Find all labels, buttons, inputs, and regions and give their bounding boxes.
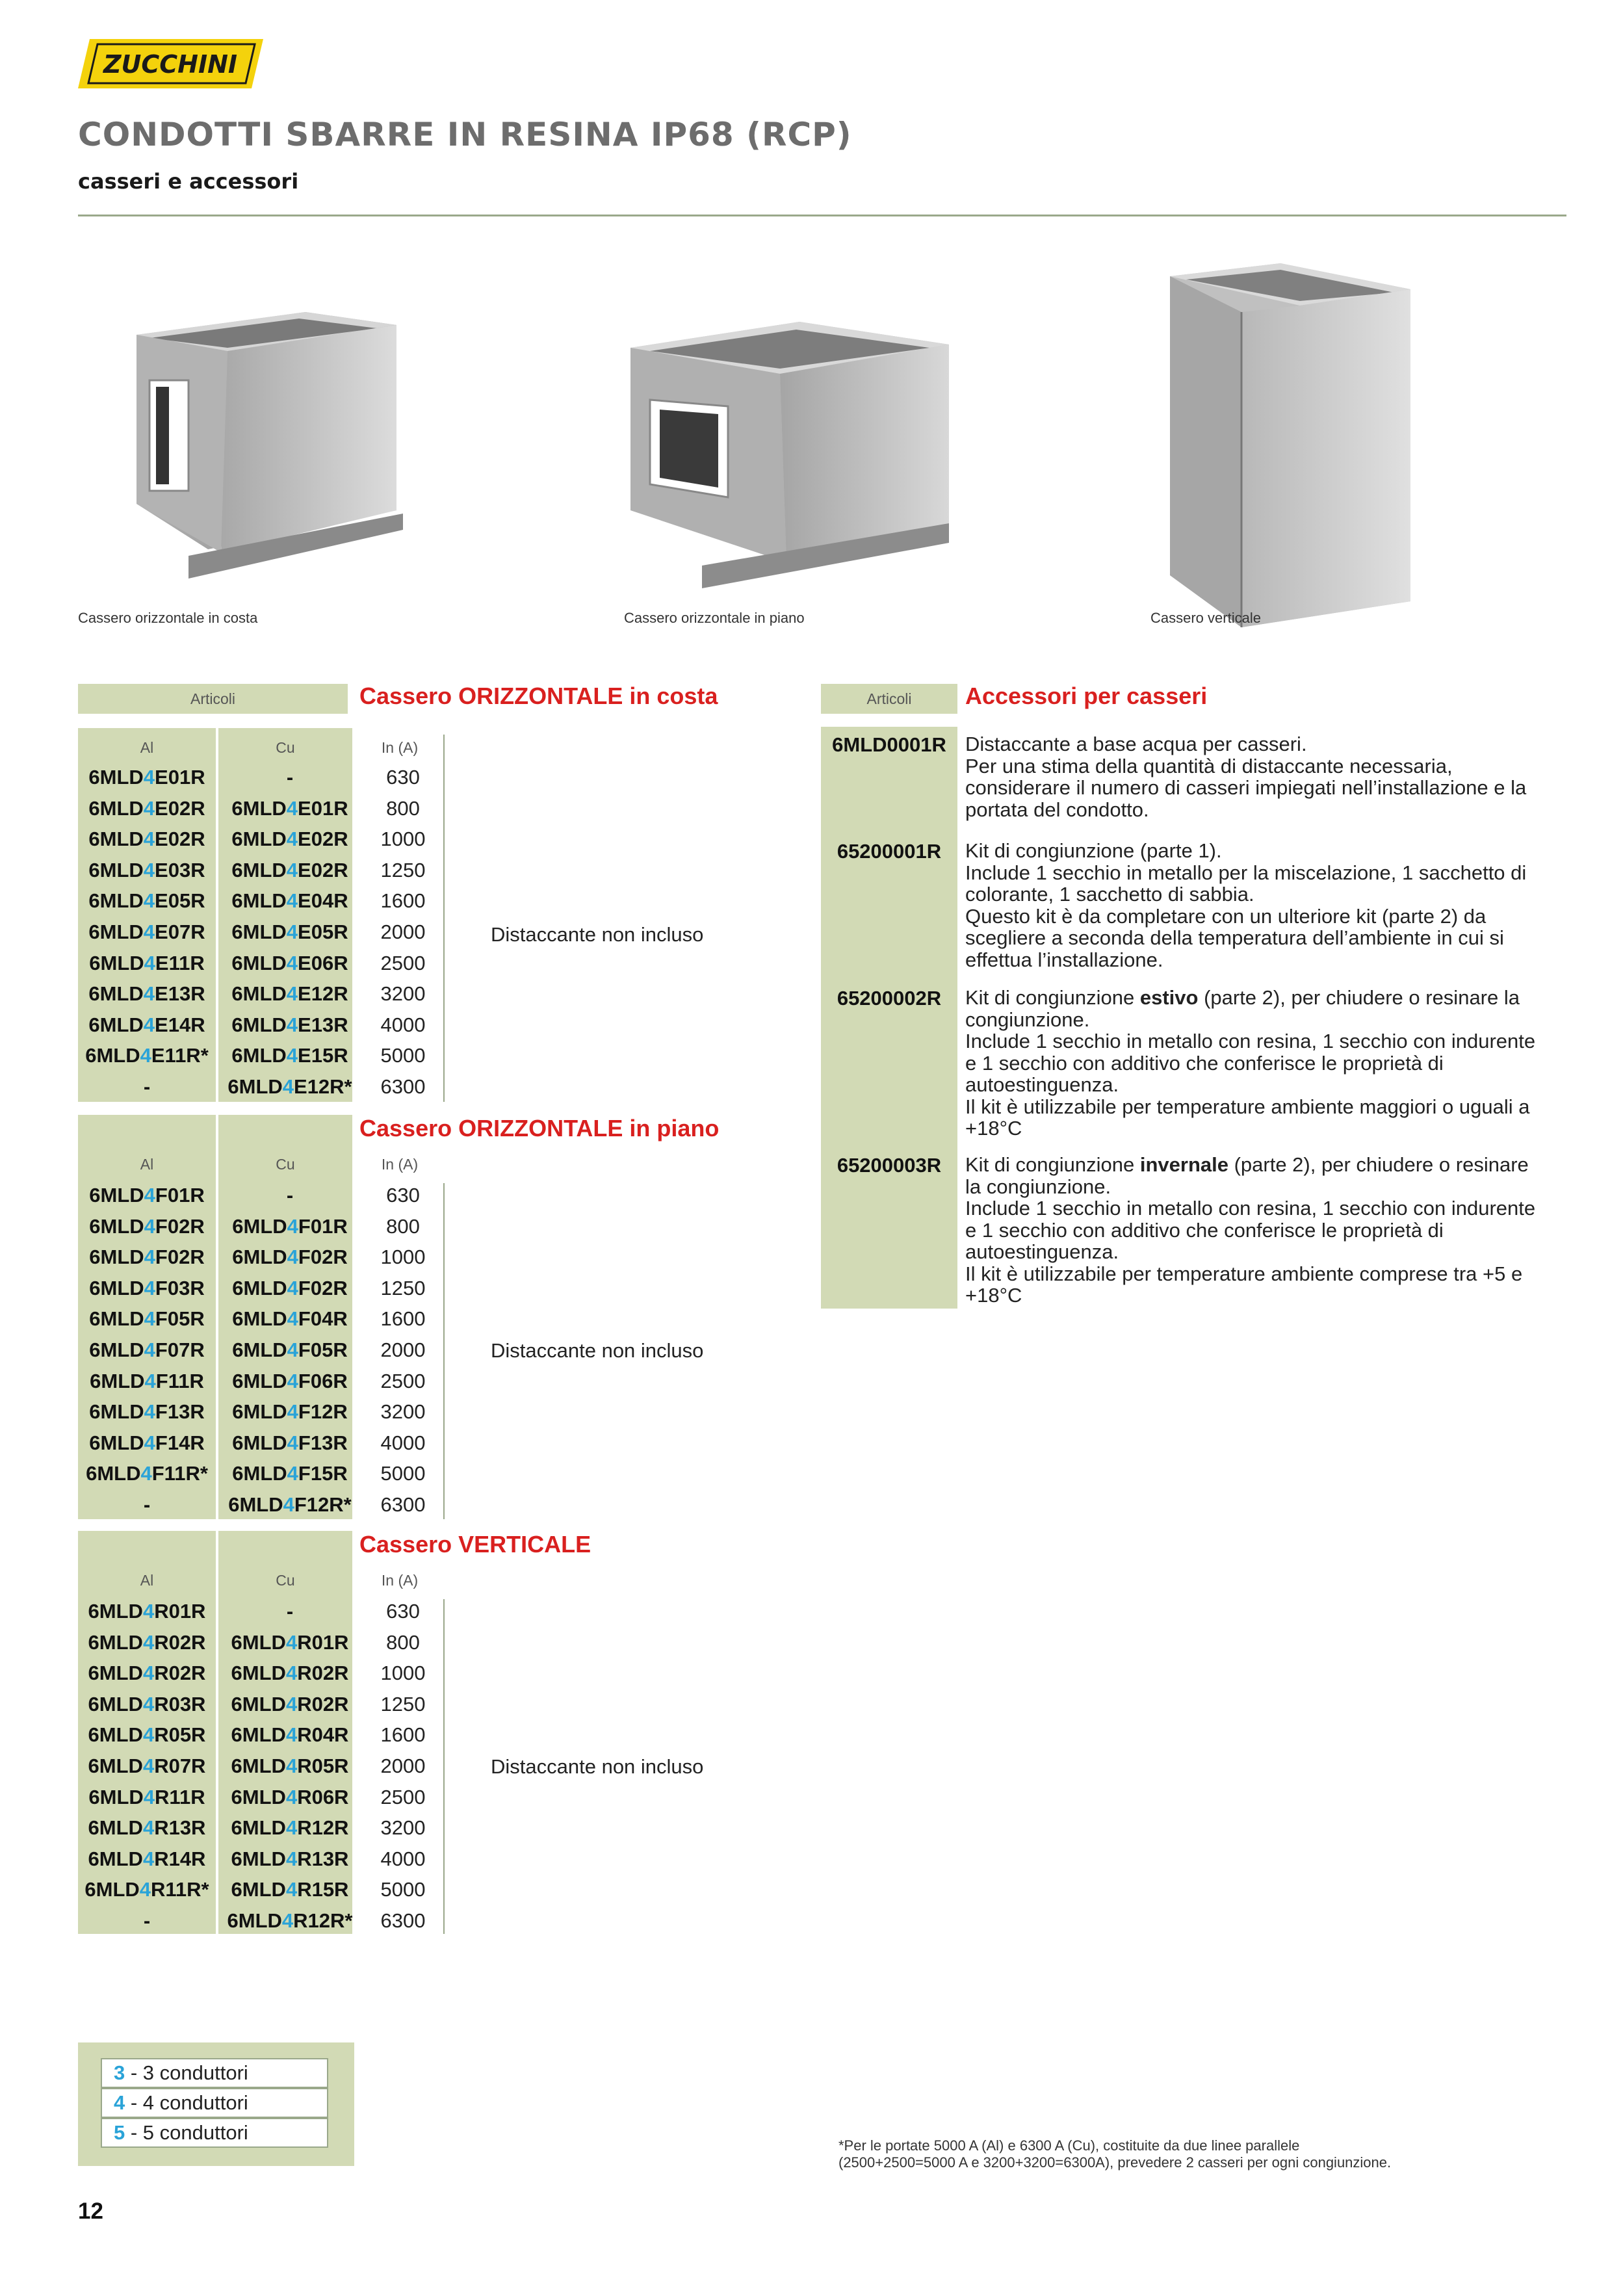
code-al-text: 6MLD4R13R: [88, 1816, 206, 1840]
code-cu-text: 6MLD4E15R: [231, 1044, 348, 1067]
col-header-al: Al: [140, 1156, 154, 1173]
accessory-description: Kit di congiunzione invernale (parte 2), per chiudere o resinare la congiunzione. Include 1 secchio in metallo con resina, 1 secchio con indurente e 1 secchio con additivo che conferisce le proprietà di autoestinguenza. Il kit è utilizzabile per temperature ambiente comprese tra +5 e +18°C: [965, 1153, 1536, 1307]
code-cu: [218, 1010, 361, 1041]
code-al-text: 6MLD4E07R: [88, 920, 205, 943]
table-row: [78, 1782, 442, 1813]
legend-row-4: 4 - 4 conduttori: [101, 2088, 328, 2118]
code-al: [78, 1596, 216, 1627]
code-cu-text: 6MLD4F02R: [232, 1246, 348, 1269]
code-al: [78, 1211, 216, 1242]
code-al: [78, 1396, 216, 1428]
code-cu-text: 6MLD4E12R*: [227, 1075, 352, 1098]
svg-text:ZUCCHINI: ZUCCHINI: [103, 50, 238, 79]
col-header-cu: Cu: [276, 739, 295, 756]
code-cu: [218, 1874, 361, 1905]
code-cu: [218, 1071, 361, 1102]
code-al-text: 6MLD4E01R: [88, 766, 205, 789]
code-cu-text: 6MLD4F06R: [232, 1369, 348, 1392]
table-title-piano: Cassero ORIZZONTALE in piano: [359, 1115, 720, 1141]
table-row: [78, 855, 442, 886]
rated-current: 3200: [380, 1400, 426, 1424]
code-al: [78, 1782, 216, 1813]
code-al-text: 6MLD4R14R: [88, 1847, 206, 1870]
caption-piano: Cassero orizzontale in piano: [624, 610, 805, 626]
code-al: [78, 1303, 216, 1335]
code-cu: [218, 1242, 361, 1273]
code-cu: [218, 1366, 361, 1397]
code-cu: [218, 1211, 361, 1242]
table-row: [78, 917, 442, 948]
code-al: [78, 917, 216, 948]
code-al: [78, 762, 216, 793]
rated-current: 630: [386, 1184, 420, 1207]
rated-current: 800: [386, 1630, 420, 1654]
table-title-verticale: Cassero VERTICALE: [359, 1531, 591, 1558]
accessory-code: 65200002R: [837, 987, 942, 1010]
rated-current: 800: [386, 796, 420, 820]
code-al: [78, 1071, 216, 1102]
code-al-text: 6MLD4F07R: [89, 1338, 205, 1361]
page-title: CONDOTTI SBARRE IN RESINA IP68 (RCP): [78, 116, 852, 153]
rated-current: 1250: [380, 1276, 426, 1299]
table-row: [78, 1040, 442, 1071]
code-cu: [218, 1428, 361, 1459]
footnote: *Per le portate 5000 A (Al) e 6300 A (Cu), costituite da due linee parallele (2500+2500=5000 A e 3200+3200=6300A), prevedere 2 casseri per ogni congiunzione.: [838, 2137, 1392, 2171]
rated-current: 1000: [380, 828, 426, 851]
code-al: [78, 1489, 216, 1520]
code-al-text: 6MLD4E02R: [88, 796, 205, 820]
table-row: [78, 762, 442, 793]
code-al-text: -: [143, 1075, 151, 1098]
accessory-code: 6MLD0001R: [832, 733, 946, 756]
code-al: [78, 1366, 216, 1397]
table-row: [78, 1428, 442, 1459]
table-row: [78, 1180, 442, 1211]
code-al: [78, 1905, 216, 1937]
code-al-text: 6MLD4E14R: [88, 1013, 205, 1036]
rated-current: 4000: [380, 1013, 426, 1036]
rated-current: 4000: [380, 1847, 426, 1870]
accessory-code: 65200003R: [837, 1154, 942, 1177]
code-cu: [218, 1719, 361, 1751]
page-number: 12: [78, 2198, 103, 2224]
accessori-articoli-header: Articoli: [821, 684, 957, 714]
code-al: [78, 1335, 216, 1366]
table-row: [78, 1874, 442, 1905]
table-row: [78, 1335, 442, 1366]
code-al-text: 6MLD4F11R*: [86, 1462, 208, 1485]
rated-current: 630: [386, 766, 420, 789]
code-cu-text: -: [286, 1184, 294, 1207]
table-row: [78, 1751, 442, 1782]
code-cu-text: 6MLD4F02R: [232, 1276, 348, 1299]
table-row: [78, 1242, 442, 1273]
code-al: [78, 885, 216, 917]
code-al: [78, 1719, 216, 1751]
rated-current: 1250: [380, 1692, 426, 1715]
code-al: [78, 1658, 216, 1689]
table-row: [78, 1303, 442, 1335]
code-cu: [218, 1303, 361, 1335]
code-al-text: 6MLD4F01R: [89, 1184, 205, 1207]
code-cu: [218, 855, 361, 886]
code-cu: [218, 1596, 361, 1627]
accessory-code: 65200001R: [837, 840, 942, 863]
code-cu: [218, 1273, 361, 1304]
code-cu: [218, 793, 361, 824]
code-al: [78, 1428, 216, 1459]
table-row: [78, 948, 442, 979]
code-al-text: 6MLD4R02R: [88, 1662, 206, 1685]
caption-costa: Cassero orizzontale in costa: [78, 610, 258, 626]
col-header-cu: Cu: [276, 1156, 295, 1173]
code-al-text: 6MLD4F02R: [89, 1246, 205, 1269]
code-al-text: 6MLD4R11R*: [84, 1878, 209, 1901]
code-cu-text: 6MLD4R12R*: [227, 1909, 353, 1932]
code-al: [78, 1627, 216, 1658]
code-al-text: 6MLD4R03R: [88, 1692, 206, 1715]
code-al-text: 6MLD4R11R: [88, 1785, 205, 1808]
table-row: [78, 1071, 442, 1102]
code-cu-text: 6MLD4R15R: [231, 1878, 349, 1901]
rated-current: 6300: [380, 1909, 426, 1932]
code-al-text: 6MLD4F14R: [89, 1431, 205, 1454]
code-cu: [218, 1489, 361, 1520]
code-cu-text: 6MLD4E02R: [231, 828, 348, 851]
code-cu: [218, 1812, 361, 1844]
rated-current: 2500: [380, 1785, 426, 1808]
photo-cassero-orizzontale-piano: [624, 296, 962, 595]
rated-current: 3200: [380, 982, 426, 1006]
table-row: [78, 1905, 442, 1937]
code-cu-text: 6MLD4R04R: [231, 1723, 349, 1747]
table-row: [78, 1658, 442, 1689]
code-al: [78, 1242, 216, 1273]
accessory-description: Distaccante a base acqua per casseri. Per una stima della quantità di distaccante necessaria, considerare il numero di casseri impiegati nell’installazione e la portata del condotto.: [965, 733, 1527, 821]
code-al: [78, 793, 216, 824]
code-al-text: 6MLD4F03R: [89, 1276, 205, 1299]
note-costa: Distaccante non incluso: [491, 923, 704, 946]
code-cu-text: 6MLD4E05R: [231, 920, 348, 943]
rated-current: 6300: [380, 1493, 426, 1516]
table-row: [78, 1458, 442, 1489]
code-cu: [218, 1844, 361, 1875]
accessori-code-column-bg: [821, 727, 957, 1309]
code-al-text: 6MLD4E03R: [88, 858, 205, 881]
code-cu-text: 6MLD4E06R: [231, 951, 348, 974]
rated-current: 4000: [380, 1431, 426, 1454]
code-cu-text: -: [286, 766, 294, 789]
code-al: [78, 1689, 216, 1720]
rated-current: 1600: [380, 1307, 426, 1331]
rated-current: 2000: [380, 1755, 426, 1777]
rated-current: 1600: [380, 1723, 426, 1747]
code-al: [78, 1812, 216, 1844]
col-header-in: In (A): [381, 1156, 419, 1173]
code-cu-text: 6MLD4R02R: [231, 1662, 349, 1685]
code-al-text: -: [143, 1493, 151, 1516]
table-row: [78, 978, 442, 1010]
code-cu: [218, 762, 361, 793]
code-al-text: 6MLD4F05R: [89, 1307, 205, 1331]
code-al-text: 6MLD4R07R: [88, 1755, 206, 1777]
code-cu-text: 6MLD4E01R: [231, 796, 348, 820]
rated-current: 2000: [380, 920, 426, 943]
legend-row-5: 5 - 5 conduttori: [101, 2118, 328, 2148]
code-al-text: 6MLD4E11R: [89, 951, 205, 974]
rated-current: 2500: [380, 951, 426, 974]
code-cu: [218, 948, 361, 979]
code-al: [78, 978, 216, 1010]
col-header-al: Al: [140, 1572, 154, 1589]
table-row: [78, 1273, 442, 1304]
code-cu: [218, 1335, 361, 1366]
code-al: [78, 855, 216, 886]
table-row: [78, 1596, 442, 1627]
code-cu-text: 6MLD4E12R: [231, 982, 348, 1006]
code-cu-text: 6MLD4F13R: [232, 1431, 348, 1454]
rated-current: 1000: [380, 1246, 426, 1269]
code-cu-text: 6MLD4F12R*: [228, 1493, 352, 1516]
code-al-text: 6MLD4E02R: [88, 828, 205, 851]
rated-current: 1000: [380, 1662, 426, 1685]
code-cu: [218, 1396, 361, 1428]
code-cu-text: -: [286, 1600, 294, 1623]
code-al: [78, 1010, 216, 1041]
code-cu: [218, 917, 361, 948]
note-piano: Distaccante non incluso: [491, 1339, 704, 1362]
code-cu: [218, 824, 361, 855]
table-row: [78, 1627, 442, 1658]
code-cu: [218, 1751, 361, 1782]
code-al-text: 6MLD4F11R: [90, 1369, 204, 1392]
code-al: [78, 1040, 216, 1071]
code-al: [78, 824, 216, 855]
code-cu: [218, 1458, 361, 1489]
note-verticale: Distaccante non incluso: [491, 1755, 704, 1778]
code-cu-text: 6MLD4E04R: [231, 889, 348, 913]
table-row: [78, 885, 442, 917]
code-al-text: 6MLD4E05R: [88, 889, 205, 913]
photo-cassero-verticale: [1150, 263, 1430, 653]
rated-current: 1250: [380, 858, 426, 881]
accessory-description: Kit di congiunzione estivo (parte 2), per chiudere o resinare la congiunzione. Include 1 secchio in metallo con resina, 1 secchio con indurente e 1 secchio con additivo che conferisce le proprietà di autoestinguenza. Il kit è utilizzabile per temperature ambiente maggiori o uguali a +18°C: [965, 986, 1536, 1140]
header-divider: [78, 215, 1566, 216]
code-al-text: 6MLD4R02R: [88, 1630, 206, 1654]
code-al-text: 6MLD4R01R: [88, 1600, 206, 1623]
rated-current: 5000: [380, 1044, 426, 1067]
code-cu-text: 6MLD4R06R: [231, 1785, 349, 1808]
code-al-text: -: [143, 1909, 151, 1932]
code-cu-text: 6MLD4R13R: [231, 1847, 349, 1870]
code-al-text: 6MLD4E13R: [88, 982, 205, 1006]
code-cu-text: 6MLD4R02R: [231, 1692, 349, 1715]
code-cu-text: 6MLD4R01R: [231, 1630, 349, 1654]
code-al-text: 6MLD4R05R: [88, 1723, 206, 1747]
accessory-description: Kit di congiunzione (parte 1). Include 1 secchio in metallo per la miscelazione, 1 sacchetto di colorante, 1 sacchetto di sabbia. Questo kit è da completare con un ulteriore kit (parte 2) da scegliere a seconda della temperatura dell’ambiente in cui si effettua l’installazione.: [965, 839, 1527, 971]
rated-current: 1600: [380, 889, 426, 913]
code-al: [78, 1458, 216, 1489]
code-cu-text: 6MLD4F01R: [232, 1214, 348, 1238]
table-row: [78, 793, 442, 824]
code-cu: [218, 1040, 361, 1071]
articoli-header: Articoli: [78, 684, 348, 714]
code-cu-text: 6MLD4R12R: [231, 1816, 349, 1840]
rated-current: 2000: [380, 1338, 426, 1361]
photo-cassero-orizzontale-costa: [91, 296, 409, 595]
col-header-cu: Cu: [276, 1572, 295, 1589]
code-cu: [218, 1782, 361, 1813]
table-title-costa: Cassero ORIZZONTALE in costa: [359, 683, 718, 709]
code-al: [78, 948, 216, 979]
rated-current: 800: [386, 1214, 420, 1238]
code-cu-text: 6MLD4F15R: [232, 1462, 348, 1485]
table-row: [78, 1211, 442, 1242]
code-cu: [218, 1627, 361, 1658]
accessori-title: Accessori per casseri: [965, 683, 1208, 709]
code-cu: [218, 1180, 361, 1211]
code-cu-text: 6MLD4F04R: [232, 1307, 348, 1331]
page-subtitle: casseri e accessori: [78, 169, 299, 194]
table-row: [78, 1010, 442, 1041]
table-divider: [443, 735, 445, 1102]
code-al-text: 6MLD4E11R*: [85, 1044, 209, 1067]
table-row: [78, 1844, 442, 1875]
code-cu-text: 6MLD4F05R: [232, 1338, 348, 1361]
rated-current: 5000: [380, 1462, 426, 1485]
rated-current: 5000: [380, 1878, 426, 1901]
legend-row-3: 3 - 3 conduttori: [101, 2058, 328, 2088]
code-al: [78, 1273, 216, 1304]
table-row: [78, 1396, 442, 1428]
rated-current: 3200: [380, 1816, 426, 1840]
col-header-in: In (A): [381, 1572, 419, 1589]
col-header-in: In (A): [381, 739, 419, 756]
table-divider: [443, 1183, 445, 1519]
caption-verticale: Cassero verticale: [1150, 610, 1261, 626]
code-al: [78, 1180, 216, 1211]
rated-current: 630: [386, 1600, 420, 1623]
code-cu: [218, 1905, 361, 1937]
code-al: [78, 1751, 216, 1782]
code-cu-text: 6MLD4E02R: [231, 858, 348, 881]
code-cu-text: 6MLD4E13R: [231, 1013, 348, 1036]
code-al-text: 6MLD4F02R: [89, 1214, 205, 1238]
table-row: [78, 1812, 442, 1844]
code-cu-text: 6MLD4F12R: [232, 1400, 348, 1424]
code-cu: [218, 978, 361, 1010]
code-al-text: 6MLD4F13R: [89, 1400, 205, 1424]
table-row: [78, 1719, 442, 1751]
col-header-al: Al: [140, 739, 154, 756]
table-row: [78, 1366, 442, 1397]
code-al: [78, 1874, 216, 1905]
table-row: [78, 1489, 442, 1520]
code-cu: [218, 1689, 361, 1720]
zucchini-logo: [78, 39, 263, 88]
table-row: [78, 824, 442, 855]
code-cu-text: 6MLD4R05R: [231, 1755, 349, 1777]
rated-current: 2500: [380, 1369, 426, 1392]
rated-current: 6300: [380, 1075, 426, 1098]
code-al: [78, 1844, 216, 1875]
table-row: [78, 1689, 442, 1720]
code-cu: [218, 885, 361, 917]
code-cu: [218, 1658, 361, 1689]
table-divider: [443, 1599, 445, 1934]
